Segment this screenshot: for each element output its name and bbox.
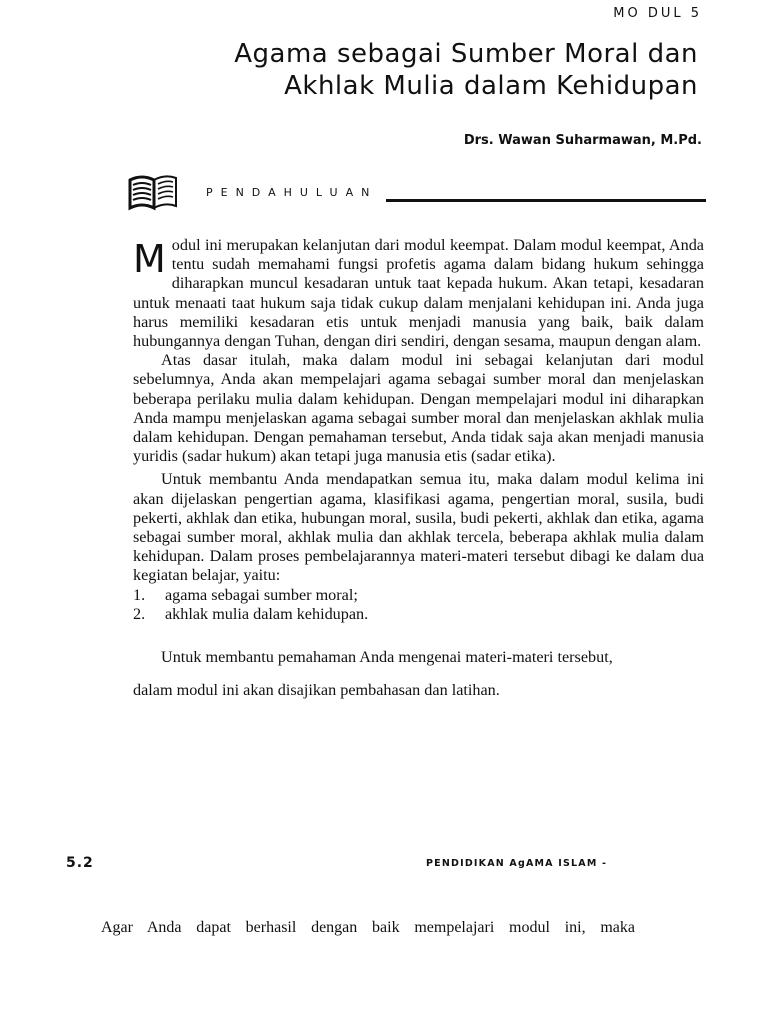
- list-item: [133, 586, 704, 605]
- paragraph-closing-1: Untuk membantu pemahaman Anda mengenai materi-materi tersebut,: [161, 648, 613, 667]
- list-item-number: 1.: [133, 585, 146, 604]
- module-title: [234, 38, 698, 102]
- list-item-number: 2.: [133, 604, 146, 623]
- paragraph-intro-text: odul ini merupakan kelanjutan dari modul keempat. Dalam modul keempat, Anda tentu sudah memahami fungsi profetis agama dalam bidang hukum sehingga diharapkan muncul kesadaran untuk taat kepada hukum. Akan tetapi, kesadaran untuk menaati taat hukum saja tidak cukup dalam menjalani kehidupan ini. Anda juga harus memiliki kesadaran etis untuk menjadi manusia yang baik, baik dalam hubungannya dengan Tuhan, dengan diri sendiri, dengan sesama, maupun dengan alam.: [133, 236, 704, 351]
- module-title-line-2: Akhlak Mulia dalam Kehidupan: [284, 71, 698, 101]
- list-item-text: agama sebagai sumber moral;: [165, 585, 358, 604]
- list-item: [133, 605, 704, 624]
- paragraph-closing-2: dalam modul ini akan disajikan pembahasan dan latihan.: [133, 681, 500, 700]
- page-number: 5.2: [66, 855, 94, 871]
- drop-cap: M: [133, 237, 166, 281]
- module-body: [133, 236, 704, 700]
- running-header: PENDIDIKAN AgAMA ISLAM -: [426, 858, 608, 869]
- paragraph-content-overview: Untuk membantu Anda mendapatkan semua itu, maka dalam modul kelima ini akan dijelaskan pengertian agama, klasifikasi agama, pengertian moral, susila, budi pekerti, akhlak dan etika, hubungan moral, susila, budi pekerti, akhlak dan etika, agama sebagai sumber moral, akhlak mulia dan akhlak tercela, beberapa akhlak mulia dalam kehidupan. Dalam proses pembelajarannya materi-materi tersebut dibagi ke dalam dua kegiatan belajar, yaitu:: [133, 470, 704, 585]
- section-rule: [386, 199, 706, 202]
- module-label: MO DUL 5: [613, 6, 702, 21]
- open-book-icon: [128, 172, 178, 212]
- module-title-line-1: Agama sebagai Sumber Moral dan: [234, 39, 698, 69]
- list-item-text: akhlak mulia dalam kehidupan.: [165, 604, 369, 623]
- paragraph-intro: [133, 236, 704, 351]
- section-heading: PENDAHULUAN: [206, 186, 378, 199]
- paragraph-purpose: Atas dasar itulah, maka dalam modul ini sebagai kelanjutan dari modul sebelumnya, Anda akan mempelajari agama sebagai sumber moral dan menjelaskan beberapa perilaku mulia dalam kehidupan. Dengan mempelajari modul ini diharapkan Anda mampu menjelaskan agama sebagai sumber moral dan menjelaskan akhlak mulia dalam kehidupan. Dengan pemahaman tersebut, Anda tidak saja akan menjadi manusia yuridis (sadar hukum) akan tetapi juga manusia etis (sadar etika).: [133, 351, 704, 466]
- learning-activities-list: [133, 586, 704, 624]
- next-page-first-line: Agar Anda dapat berhasil dengan baik mempelajari modul ini, maka: [101, 919, 635, 936]
- author-name: Drs. Wawan Suharmawan, M.Pd.: [463, 133, 702, 148]
